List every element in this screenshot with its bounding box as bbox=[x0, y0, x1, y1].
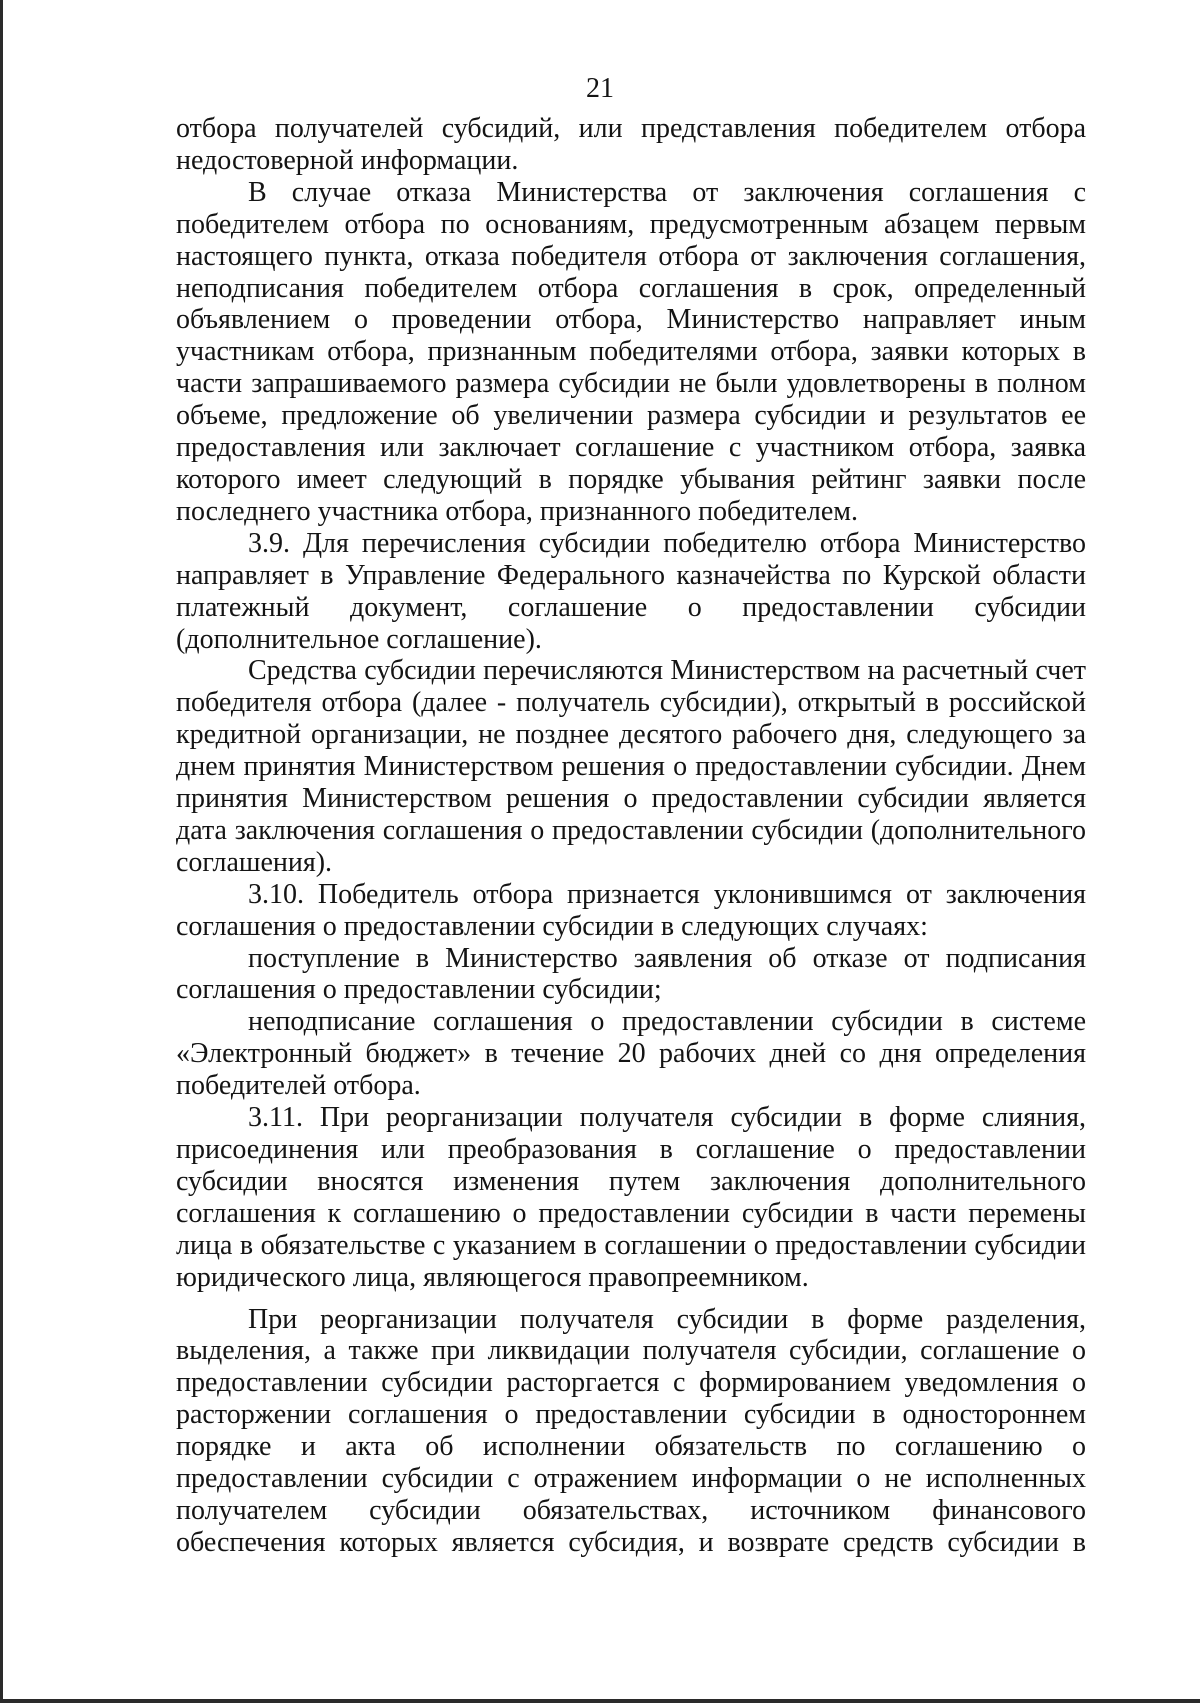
document-body bbox=[176, 113, 1086, 1559]
scan-border-bottom bbox=[0, 1699, 1200, 1703]
paragraph-3-11: 3.11. При реорганизации получателя субсидии в форме слияния, присоединения или преобразования в соглашение о предоставлении субсидии вносятся изменения путем заключения дополнительного соглашения к соглашению о предоставлении субсидии в части перемены лица в обязательстве с указанием в соглашении о предоставлении субсидии юридического лица, являющегося правопреемником. bbox=[176, 1102, 1086, 1293]
paragraph-continuation: отбора получателей субсидий, или представления победителем отбора недостоверной информации. bbox=[176, 113, 1086, 176]
paragraph-3-9: 3.9. Для перечисления субсидии победителю отбора Министерство направляет в Управление Федерального казначейства по Курской области платежный документ, соглашение о предоставлении субсидии (дополнительное соглашение). bbox=[176, 527, 1086, 655]
paragraph-reorganization: При реорганизации получателя субсидии в форме разделения, выделения, а также при ликвидации получателя субсидии, соглашение о предоставлении субсидии расторгается с формированием уведомления о расторжении соглашения о предоставлении субсидии в одностороннем порядке и акта об исполнении обязательств по соглашению о предоставлении субсидии с отражением информации о не исполненных получателем субсидии обязательствах, источником финансового обеспечения которых является субсидия, и возврате средств субсидии в bbox=[176, 1303, 1086, 1558]
paragraph-not-signed: неподписание соглашения о предоставлении субсидии в системе «Электронный бюджет» в течение 20 рабочих дней со дня определения победителей отбора. bbox=[176, 1006, 1086, 1102]
paragraph-refusal-case: В случае отказа Министерства от заключения соглашения с победителем отбора по основаниям, предусмотренным абзацем первым настоящего пункта, отказа победителя отбора от заключения соглашения, неподписания победителем отбора соглашения в срок, определенный объявлением о проведении отбора, Министерство направляет иным участникам отбора, признанным победителями отбора, заявки которых в части запрашиваемого размера субсидии не были удовлетворены в полном объеме, предложение об увеличении размера субсидии и результатов ее предоставления или заключает соглашение с участником отбора, заявка которого имеет следующий в порядке убывания рейтинг заявки после последнего участника отбора, признанного победителем. bbox=[176, 176, 1086, 527]
paragraph-3-10: 3.10. Победитель отбора признается уклонившимся от заключения соглашения о предоставлении субсидии в следующих случаях: bbox=[176, 878, 1086, 942]
page-number: 21 bbox=[586, 73, 614, 104]
paragraph-refusal-statement: поступление в Министерство заявления об отказе от подписания соглашения о предоставлении субсидии; bbox=[176, 942, 1086, 1006]
scan-border-left bbox=[0, 0, 3, 1703]
paragraph-subsidy-transfer: Средства субсидии перечисляются Министерством на расчетный счет победителя отбора (далее - получатель субсидии), открытый в российской кредитной организации, не позднее десятого рабочего дня, следующего за днем принятия Министерством решения о предоставлении субсидии. Днем принятия Министерством решения о предоставлении субсидии является дата заключения соглашения о предоставлении субсидии (дополнительного соглашения). bbox=[176, 655, 1086, 878]
